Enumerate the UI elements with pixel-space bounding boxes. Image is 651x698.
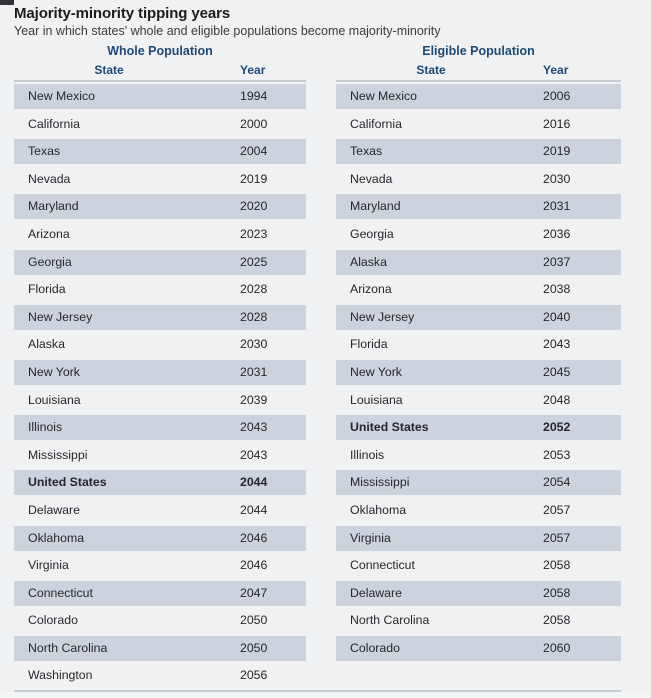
state-cell: Illinois (350, 447, 385, 462)
state-cell: New Jersey (350, 309, 415, 324)
year-cell: 2031 (240, 364, 268, 379)
state-cell: North Carolina (28, 640, 108, 655)
table-row (336, 443, 621, 468)
table-row (336, 415, 621, 440)
state-cell: Connecticut (28, 585, 93, 600)
table-row (336, 360, 621, 385)
table-row (14, 84, 306, 109)
state-cell: Texas (350, 144, 383, 159)
year-column-header: Year (240, 63, 266, 77)
year-cell: 2028 (240, 309, 268, 324)
year-cell: 2000 (240, 116, 268, 131)
table-row (14, 112, 306, 137)
state-cell: Mississippi (350, 475, 410, 490)
state-cell: New Jersey (28, 309, 93, 324)
table-body (336, 80, 621, 661)
table-row (336, 636, 621, 661)
year-cell: 2036 (543, 226, 571, 241)
state-cell: Illinois (28, 420, 63, 435)
state-cell: Nevada (28, 171, 71, 186)
column-header-row (336, 63, 621, 80)
table-row (14, 663, 306, 688)
state-cell: Arizona (28, 226, 70, 241)
state-column-header: State (416, 63, 446, 77)
year-column-header: Year (543, 63, 569, 77)
table-row (14, 498, 306, 523)
year-cell: 2060 (543, 640, 571, 655)
state-cell: Delaware (350, 585, 402, 600)
year-cell: 2023 (240, 226, 268, 241)
year-cell: 2043 (240, 447, 268, 462)
state-cell: Alaska (350, 254, 387, 269)
state-cell: Oklahoma (28, 530, 85, 545)
table-row (14, 250, 306, 275)
table-row (336, 277, 621, 302)
year-cell: 2037 (543, 254, 571, 269)
table-row (14, 277, 306, 302)
state-cell: North Carolina (350, 613, 430, 628)
year-cell: 2043 (543, 337, 571, 352)
year-cell: 2038 (543, 282, 571, 297)
table-row (336, 470, 621, 495)
table-row (14, 222, 306, 247)
year-cell: 2052 (543, 420, 571, 435)
year-cell: 2054 (543, 475, 571, 490)
year-cell: 2043 (240, 420, 268, 435)
table-row (336, 553, 621, 578)
figure-subtitle: Year in which states' whole and eligible populations become majority-minority (14, 24, 441, 38)
table-row (14, 443, 306, 468)
year-cell: 2058 (543, 558, 571, 573)
state-cell: Oklahoma (350, 502, 407, 517)
table-group-header: Whole Population (107, 44, 213, 58)
table-row (336, 222, 621, 247)
year-cell: 2020 (240, 199, 268, 214)
year-cell: 2050 (240, 640, 268, 655)
table-row (336, 526, 621, 551)
state-cell: Colorado (350, 640, 400, 655)
year-cell: 2030 (240, 337, 268, 352)
year-cell: 2028 (240, 282, 268, 297)
year-cell: 2046 (240, 558, 268, 573)
year-cell: 2058 (543, 613, 571, 628)
state-cell: New Mexico (350, 89, 417, 103)
eligible-population-table (336, 44, 621, 663)
column-header-row (14, 63, 306, 80)
state-cell: Maryland (350, 199, 401, 214)
state-cell: New York (28, 364, 80, 379)
table-row (14, 388, 306, 413)
state-cell: Virginia (28, 558, 69, 573)
table-row (336, 498, 621, 523)
year-cell: 2058 (543, 585, 571, 600)
state-cell: Mississippi (28, 447, 88, 462)
table-row (336, 167, 621, 192)
state-cell: New York (350, 364, 402, 379)
table-row (14, 139, 306, 164)
bottom-margin (0, 692, 651, 698)
table-row (14, 526, 306, 551)
table-row (336, 388, 621, 413)
year-cell: 2025 (240, 254, 268, 269)
table-row (336, 305, 621, 330)
state-cell: California (28, 116, 80, 131)
year-cell: 2050 (240, 613, 268, 628)
year-cell: 2045 (543, 364, 571, 379)
state-cell: California (350, 116, 402, 131)
table-row (14, 360, 306, 385)
corner-border-fragment (0, 0, 14, 5)
table-row (336, 84, 621, 109)
table-row (14, 415, 306, 440)
state-cell: Nevada (350, 171, 393, 186)
state-cell: Louisiana (28, 392, 81, 407)
state-cell: Florida (350, 337, 388, 352)
state-column-header: State (94, 63, 124, 77)
year-cell: 2056 (240, 668, 268, 683)
table-row (14, 332, 306, 357)
year-cell: 2019 (240, 171, 268, 186)
year-cell: 2047 (240, 585, 268, 600)
table-row (336, 332, 621, 357)
year-cell: 2030 (543, 171, 571, 186)
state-cell: Connecticut (350, 558, 415, 573)
state-cell: Washington (28, 668, 93, 683)
table-row (336, 250, 621, 275)
table-row (14, 581, 306, 606)
state-cell: Virginia (350, 530, 391, 545)
figure-title: Majority-minority tipping years (14, 5, 231, 22)
table-row (14, 305, 306, 330)
year-cell: 2040 (543, 309, 571, 324)
whole-population-table (14, 44, 306, 691)
state-cell: Colorado (28, 613, 78, 628)
year-cell: 2057 (543, 530, 571, 545)
table-row (14, 636, 306, 661)
year-cell: 2016 (543, 116, 571, 131)
table-row (14, 194, 306, 219)
table-row (336, 581, 621, 606)
year-cell: 2048 (543, 392, 571, 407)
state-cell: Alaska (28, 337, 65, 352)
state-cell: Texas (28, 144, 61, 159)
year-cell: 2057 (543, 502, 571, 517)
year-cell: 1994 (240, 89, 268, 103)
year-cell: 2046 (240, 530, 268, 545)
table-row (14, 167, 306, 192)
state-cell: Florida (28, 282, 66, 297)
year-cell: 2031 (543, 199, 571, 214)
state-cell: Delaware (28, 502, 80, 517)
state-cell: Louisiana (350, 392, 403, 407)
year-cell: 2044 (240, 502, 268, 517)
state-cell: Arizona (350, 282, 392, 297)
table-body (14, 80, 306, 688)
table-row (336, 112, 621, 137)
state-cell: Georgia (28, 254, 72, 269)
year-cell: 2039 (240, 392, 268, 407)
year-cell: 2044 (240, 475, 268, 490)
state-cell: Maryland (28, 199, 79, 214)
table-row (14, 470, 306, 495)
table-group-header: Eligible Population (422, 44, 535, 58)
state-cell: United States (350, 420, 429, 435)
year-cell: 2053 (543, 447, 571, 462)
table-row (14, 608, 306, 633)
state-cell: Georgia (350, 226, 394, 241)
table-row (336, 194, 621, 219)
state-cell: United States (28, 475, 107, 490)
state-cell: New Mexico (28, 89, 95, 103)
table-row (336, 139, 621, 164)
table-row (14, 553, 306, 578)
table-row (336, 608, 621, 633)
year-cell: 2004 (240, 144, 268, 159)
year-cell: 2019 (543, 144, 571, 159)
year-cell: 2006 (543, 89, 571, 103)
